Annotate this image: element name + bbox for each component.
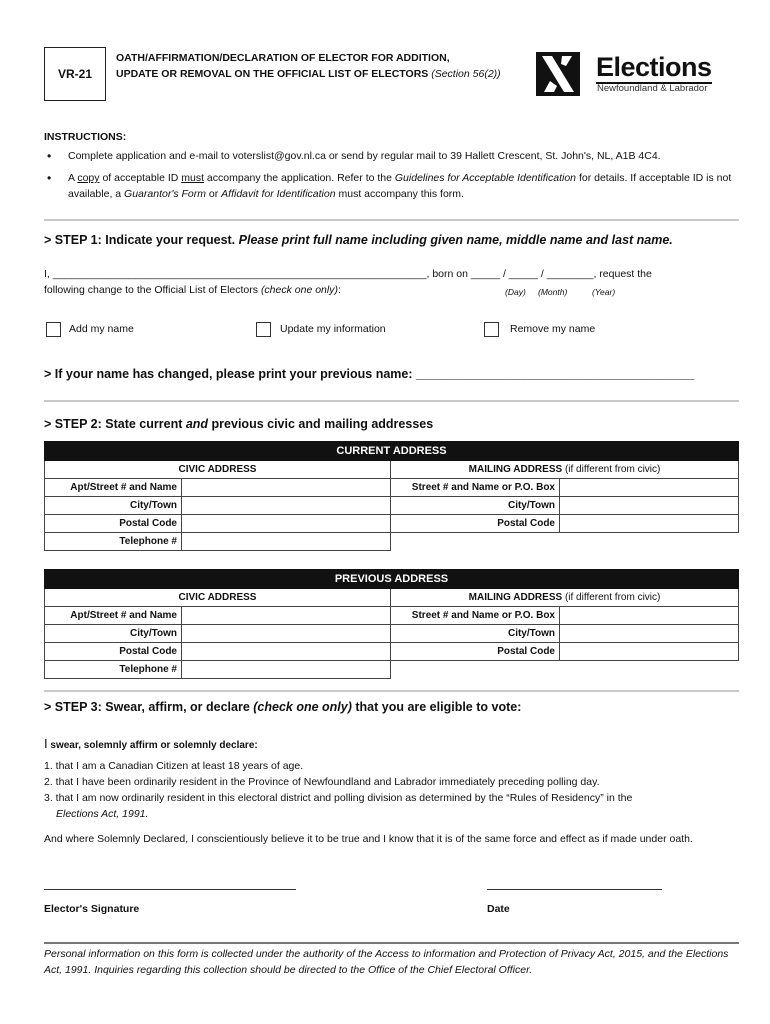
- update-info-checkbox[interactable]: [256, 322, 271, 337]
- civic-address-header: CIVIC ADDRESS: [45, 461, 391, 479]
- civic-label: Apt/Street # and Name: [45, 607, 182, 625]
- civic-city-field[interactable]: [182, 497, 391, 515]
- divider: [44, 400, 739, 402]
- divider: [44, 690, 739, 692]
- mailing-label: Postal Code: [391, 643, 560, 661]
- closing-statement: And where Solemnly Declared, I conscientiously believe it to be true and I know that it is of the same force and effect as if made under oath.: [44, 833, 693, 845]
- mailing-street-field[interactable]: [560, 479, 739, 497]
- remove-my-name-label: Remove my name: [510, 323, 596, 335]
- title-line-1: OATH/AFFIRMATION/DECLARATION OF ELECTOR FOR ADDITION,: [116, 52, 450, 64]
- mailing-label: City/Town: [391, 497, 560, 515]
- previous-name-line[interactable]: > If your name has changed, please print your previous name: ________________________________________: [44, 367, 695, 381]
- civic-postal-field[interactable]: [182, 515, 391, 533]
- date-label: Date: [487, 903, 510, 915]
- prev-mailing-city-field[interactable]: [560, 625, 739, 643]
- mailing-label: Postal Code: [391, 515, 560, 533]
- prev-mailing-street-field[interactable]: [560, 607, 739, 625]
- instructions-heading: INSTRUCTIONS:: [44, 131, 127, 143]
- divider: [44, 219, 739, 221]
- previous-address-bar: PREVIOUS ADDRESS: [45, 570, 739, 589]
- remove-my-name-checkbox[interactable]: [484, 322, 499, 337]
- civic-label: Postal Code: [45, 515, 182, 533]
- step3-heading: > STEP 3: Swear, affirm, or declare (check one only) that you are eligible to vote:: [44, 700, 522, 714]
- eligibility-list: [44, 758, 734, 822]
- current-address-bar: CURRENT ADDRESS: [45, 442, 739, 461]
- civic-label: City/Town: [45, 625, 182, 643]
- instruction-item: • A copy of acceptable ID must accompany the application. Refer to the Guidelines for Acceptable Identification for details. If acceptable ID is not available, a Guarantor's Form or Affidavit for Identification must accompany this form.: [44, 170, 734, 202]
- day-label: (Day): [505, 287, 526, 297]
- mailing-address-header: MAILING ADDRESS (if different from civic): [391, 589, 739, 607]
- civic-street-field[interactable]: [182, 479, 391, 497]
- step2-heading: > STEP 2: State current and previous civic and mailing addresses: [44, 417, 434, 431]
- civic-label: Telephone #: [45, 661, 182, 679]
- logo-name: Elections: [596, 52, 712, 82]
- civic-label: Telephone #: [45, 533, 182, 551]
- form-code-box: [44, 47, 106, 101]
- x-mark-icon: [536, 52, 580, 96]
- prev-civic-postal-field[interactable]: [182, 643, 391, 661]
- eligibility-item: 2. that I have been ordinarily resident in the Province of Newfoundland and Labrador immediately preceding polling day.: [44, 776, 600, 788]
- add-my-name-checkbox[interactable]: [46, 322, 61, 337]
- mailing-city-field[interactable]: [560, 497, 739, 515]
- add-my-name-label: Add my name: [69, 323, 134, 335]
- title-line-2: UPDATE OR REMOVAL ON THE OFFICIAL LIST OF ELECTORS (Section 56(2)): [116, 68, 501, 80]
- instructions-list: [44, 148, 734, 208]
- step1-name-line[interactable]: I, ________________________________________________________________, born on _____ / _____ / ________, request the: [44, 268, 652, 280]
- mailing-address-header: MAILING ADDRESS (if different from civic): [391, 461, 739, 479]
- previous-address-table: [44, 569, 739, 679]
- date-line[interactable]: [487, 889, 662, 890]
- footer-divider: [44, 942, 739, 944]
- prev-mailing-postal-field[interactable]: [560, 643, 739, 661]
- update-info-label: Update my information: [280, 323, 386, 335]
- elections-logo: [536, 50, 721, 98]
- civic-label: Postal Code: [45, 643, 182, 661]
- step1-heading: > STEP 1: Indicate your request. Please print full name including given name, middle name and last name.: [44, 233, 673, 247]
- step1-line2: following change to the Official List of Electors (check one only):: [44, 284, 341, 296]
- eligibility-item: 1. that I am a Canadian Citizen at least 18 years of age.: [44, 760, 304, 772]
- mailing-label: City/Town: [391, 625, 560, 643]
- civic-telephone-field[interactable]: [182, 533, 391, 551]
- year-label: (Year): [592, 287, 616, 297]
- eligibility-item: 3. that I am now ordinarily resident in this electoral district and polling division as determined by the “Rules of Residency” in the Elections Act, 1991.: [44, 792, 633, 820]
- civic-address-header: CIVIC ADDRESS: [45, 589, 391, 607]
- privacy-footer: Personal information on this form is collected under the authority of the Access to information and Protection of Privacy Act, 2015, and the Elections Act, 1991. Inquiries regarding this collection should be directed to the Office of the Chief Electoral Officer.: [44, 948, 729, 976]
- prev-civic-telephone-field[interactable]: [182, 661, 391, 679]
- current-address-table: [44, 441, 739, 551]
- mailing-label: Street # and Name or P.O. Box: [391, 607, 560, 625]
- civic-label: City/Town: [45, 497, 182, 515]
- form-code: VR-21: [57, 67, 92, 81]
- form-title: [116, 50, 536, 82]
- signature-line[interactable]: [44, 889, 296, 890]
- oath-lead: I swear, solemnly affirm or solemnly declare:: [44, 736, 258, 751]
- prev-civic-city-field[interactable]: [182, 625, 391, 643]
- logo-subtitle: Newfoundland & Labrador: [597, 83, 708, 94]
- civic-label: Apt/Street # and Name: [45, 479, 182, 497]
- mailing-label: Street # and Name or P.O. Box: [391, 479, 560, 497]
- mailing-postal-field[interactable]: [560, 515, 739, 533]
- signature-label: Elector's Signature: [44, 903, 140, 915]
- title-section: (Section 56(2)): [431, 68, 501, 80]
- instruction-item: • Complete application and e-mail to voterslist@gov.nl.ca or send by regular mail to 39 Hallett Crescent, St. John's, NL, A1B 4C4.: [44, 148, 734, 164]
- prev-civic-street-field[interactable]: [182, 607, 391, 625]
- month-label: (Month): [538, 287, 568, 297]
